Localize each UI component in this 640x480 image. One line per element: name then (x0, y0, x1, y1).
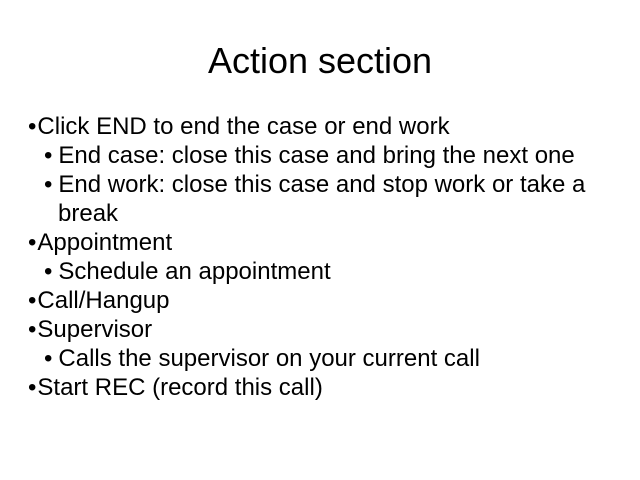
bullet-marker: • (28, 316, 37, 343)
bullet-marker: • (44, 142, 53, 169)
slide-title: Action section (207, 40, 433, 81)
bullet-item-calls-supervisor (44, 344, 624, 373)
bullet-marker: • (28, 113, 37, 140)
bullet-marker: • (44, 171, 53, 198)
bullet-marker: • (28, 229, 37, 256)
bullet-text: Supervisor (37, 316, 153, 343)
bullet-list (0, 112, 640, 402)
bullet-text: Click END to end the case or end work (37, 113, 450, 140)
bullet-item-start-rec (28, 373, 615, 402)
bullet-marker: • (28, 374, 37, 401)
bullet-item-supervisor (28, 315, 615, 344)
bullet-marker: • (28, 287, 37, 314)
bullet-text: Appointment (37, 229, 173, 256)
bullet-text: End case: close this case and bring the next one (58, 142, 575, 169)
bullet-item-schedule (44, 257, 624, 286)
bullet-marker: • (44, 345, 53, 372)
bullet-text: Schedule an appointment (58, 258, 331, 285)
bullet-item-end-work (44, 170, 624, 228)
bullet-marker: • (44, 258, 53, 285)
bullet-item-end-case (44, 141, 624, 170)
bullet-item-appointment (28, 228, 615, 257)
bullet-text: End work: close this case and stop work or take a break (58, 171, 586, 227)
bullet-item-call-hangup (28, 286, 615, 315)
bullet-text: Call/Hangup (37, 287, 170, 314)
bullet-text: Start REC (record this call) (37, 374, 323, 401)
bullet-text: Calls the supervisor on your current call (58, 345, 480, 372)
bullet-item-click-end (28, 112, 615, 141)
